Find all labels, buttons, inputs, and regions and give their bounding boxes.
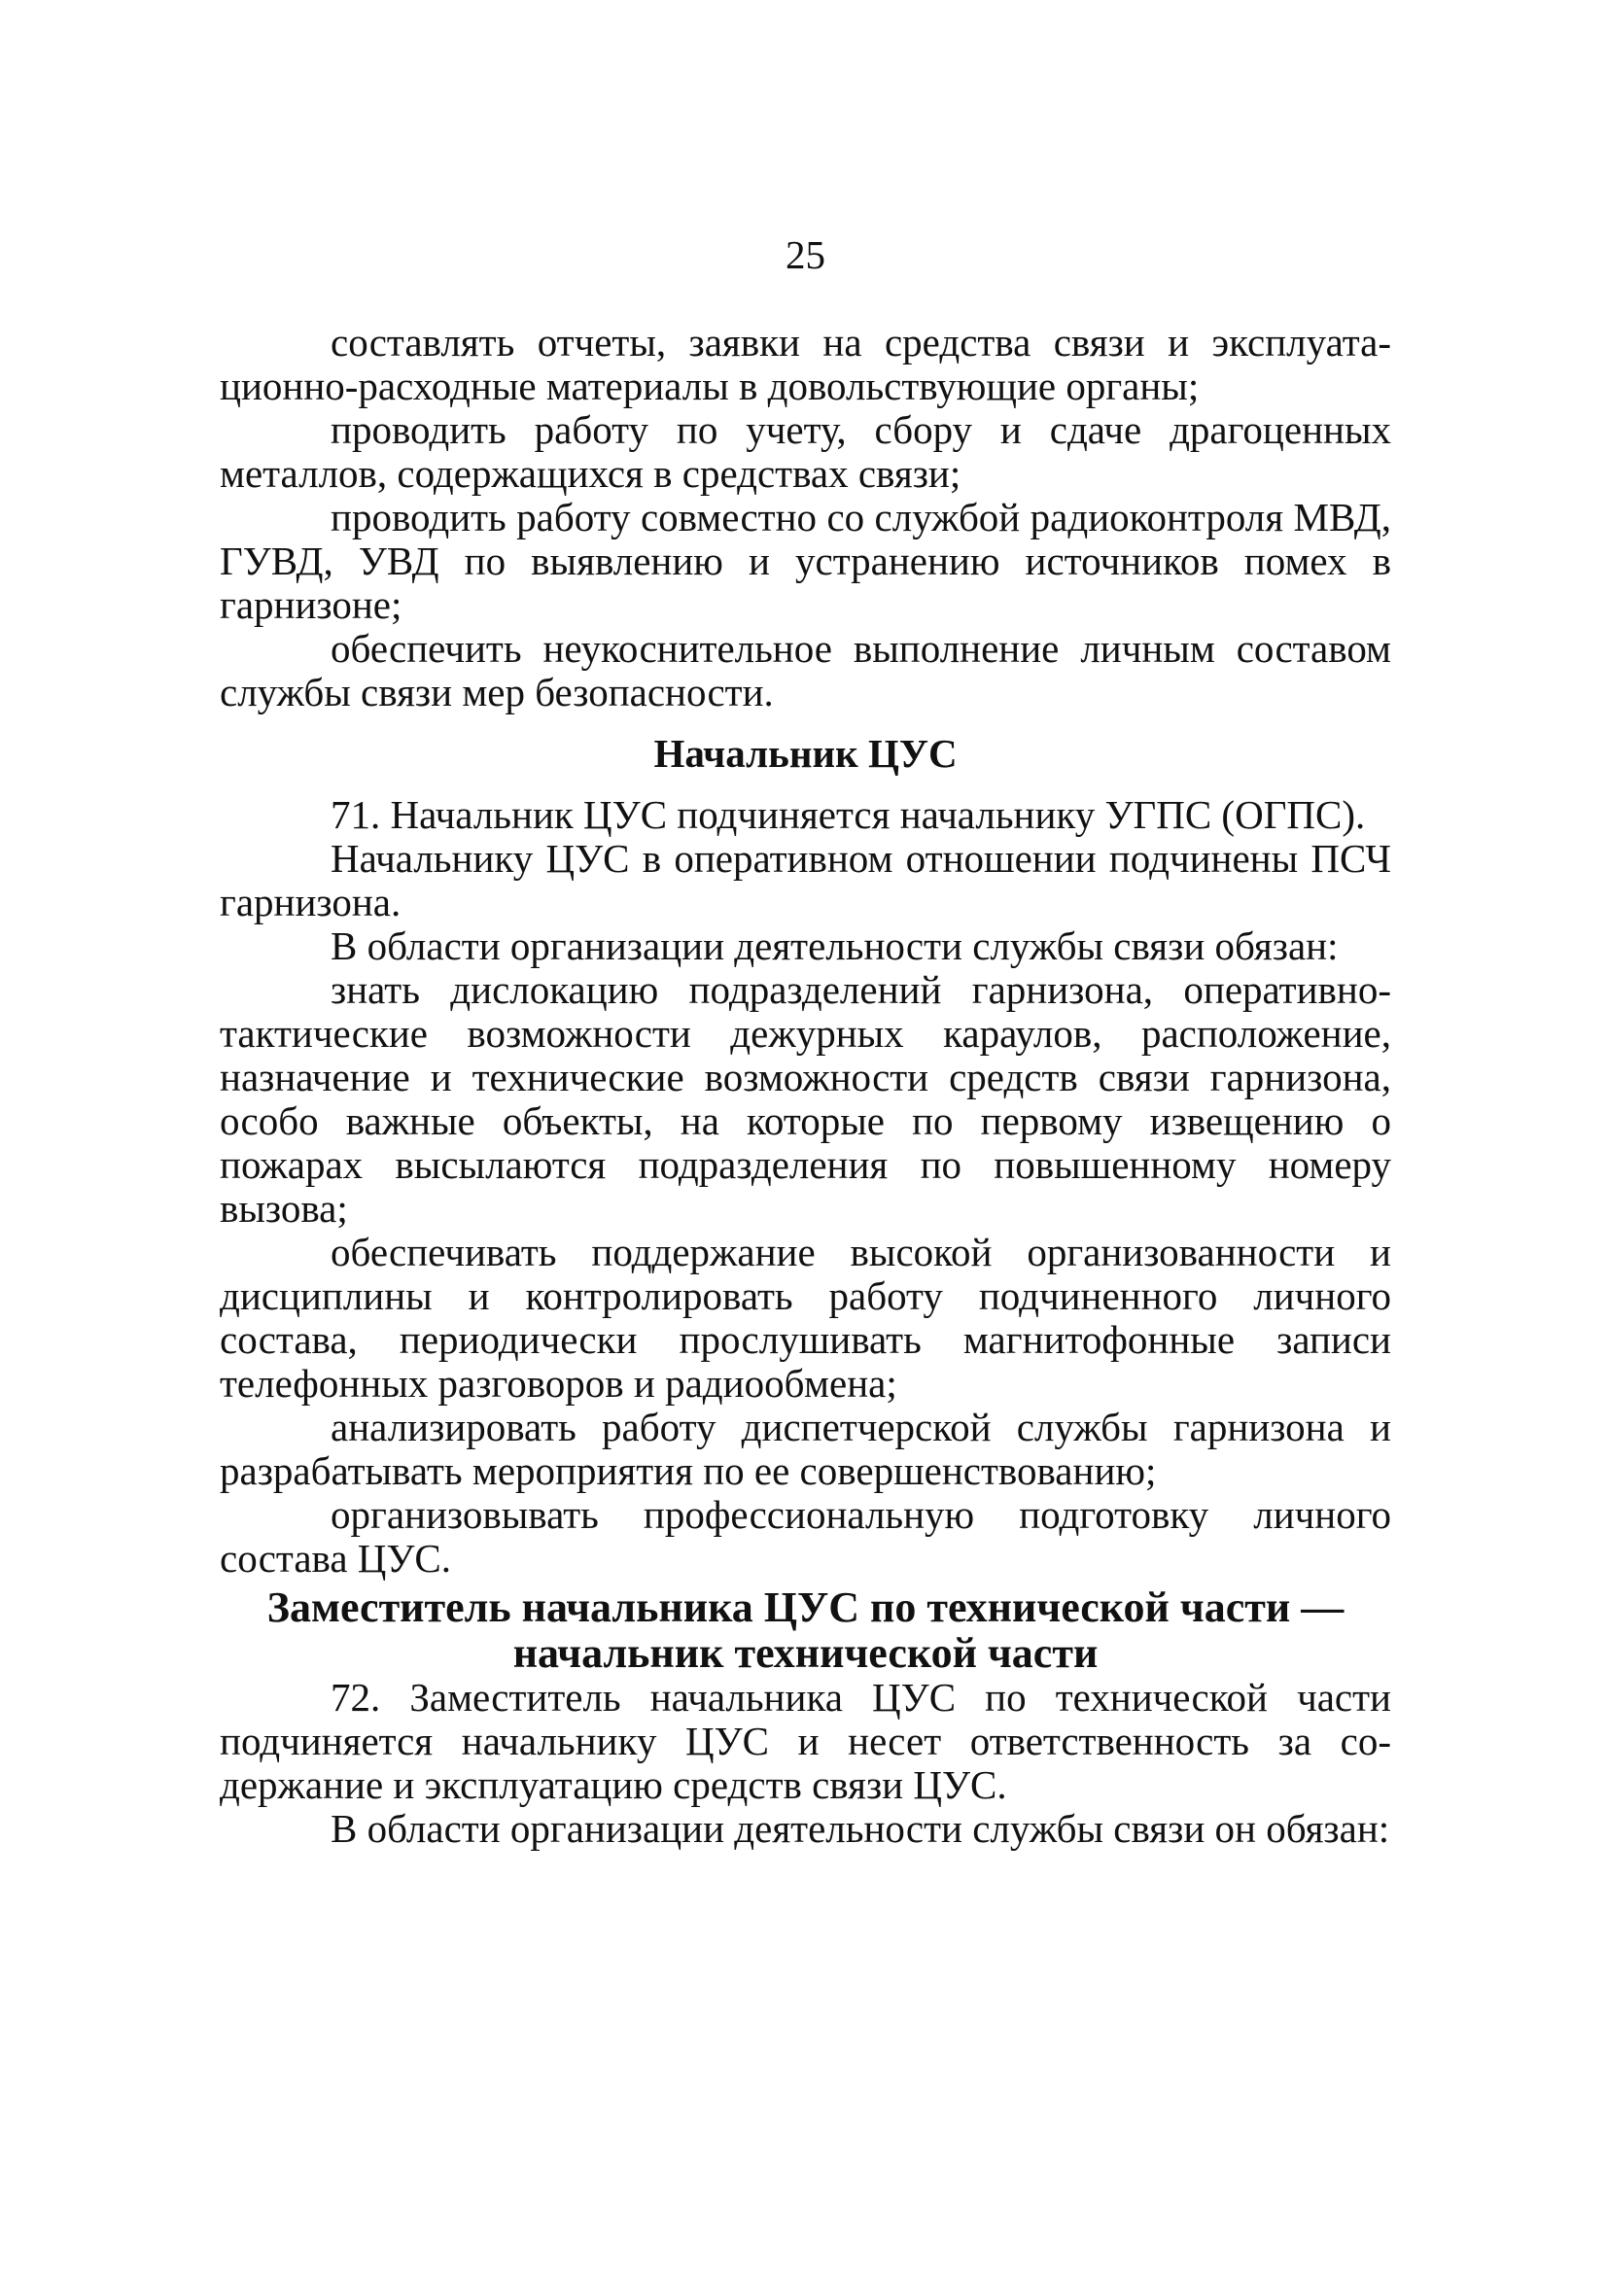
paragraph: В области организации деятельности службы связи обязан: [331,923,1339,968]
paragraph: обеспечить неукоснительное выполнение личным составом службы связи мер безопасности. [220,626,1391,714]
paragraph: Начальнику ЦУС в оперативном отношении подчинены ПСЧ гарнизона. [220,836,1391,924]
paragraph: анализировать работу диспетчерской службы гарнизона и разрабатывать мероприятия по ее совершенствованию; [220,1405,1391,1493]
page-number: 25 [786,232,825,277]
paragraph: проводить работу совместно со службой радиоконтроля МВД, ГУВД, УВД по выявлению и устранению источников помех в гарнизоне; [220,495,1391,627]
paragraph: обеспечивать поддержание высокой организованности и дисциплины и контролировать работу подчиненного личного состава, периодически прослушивать магнитофонные записи телефонных разговоров и радиообмена; [220,1230,1391,1406]
paragraph: 72. Заместитель начальника ЦУС по технической части подчиняется начальнику ЦУС и несет ответственность за содержание и эксплуатацию средств связи ЦУС. [220,1675,1391,1807]
paragraph: организовывать профессиональную подготовку личного состава ЦУС. [220,1492,1391,1581]
paragraph: знать дислокацию подразделений гарнизона, оперативно-тактические возможности дежурных караулов, расположение, назначение и технические возможности средств связи гарнизона, особо важные объекты, на которые по первому извещению о пожарах высылаются подразделения по повышенному номеру вызова; [220,967,1391,1231]
paragraph: В области организации деятельности службы связи он обязан: [331,1806,1390,1851]
section-heading: Заместитель начальника ЦУС по технической части — начальник технической части [266,1583,1345,1677]
section-heading: Начальник ЦУС [653,731,958,776]
document-page [220,233,1391,1851]
paragraph: проводить работу по учету, сбору и сдаче драгоценных металлов, содержащихся в средствах связи; [220,407,1391,496]
paragraph: составлять отчеты, заявки на средства связи и эксплуатационно-расходные материалы в довольствующие органы; [220,320,1391,408]
paragraph: 71. Начальник ЦУС подчиняется начальнику УГПС (ОГПС). [331,792,1366,837]
